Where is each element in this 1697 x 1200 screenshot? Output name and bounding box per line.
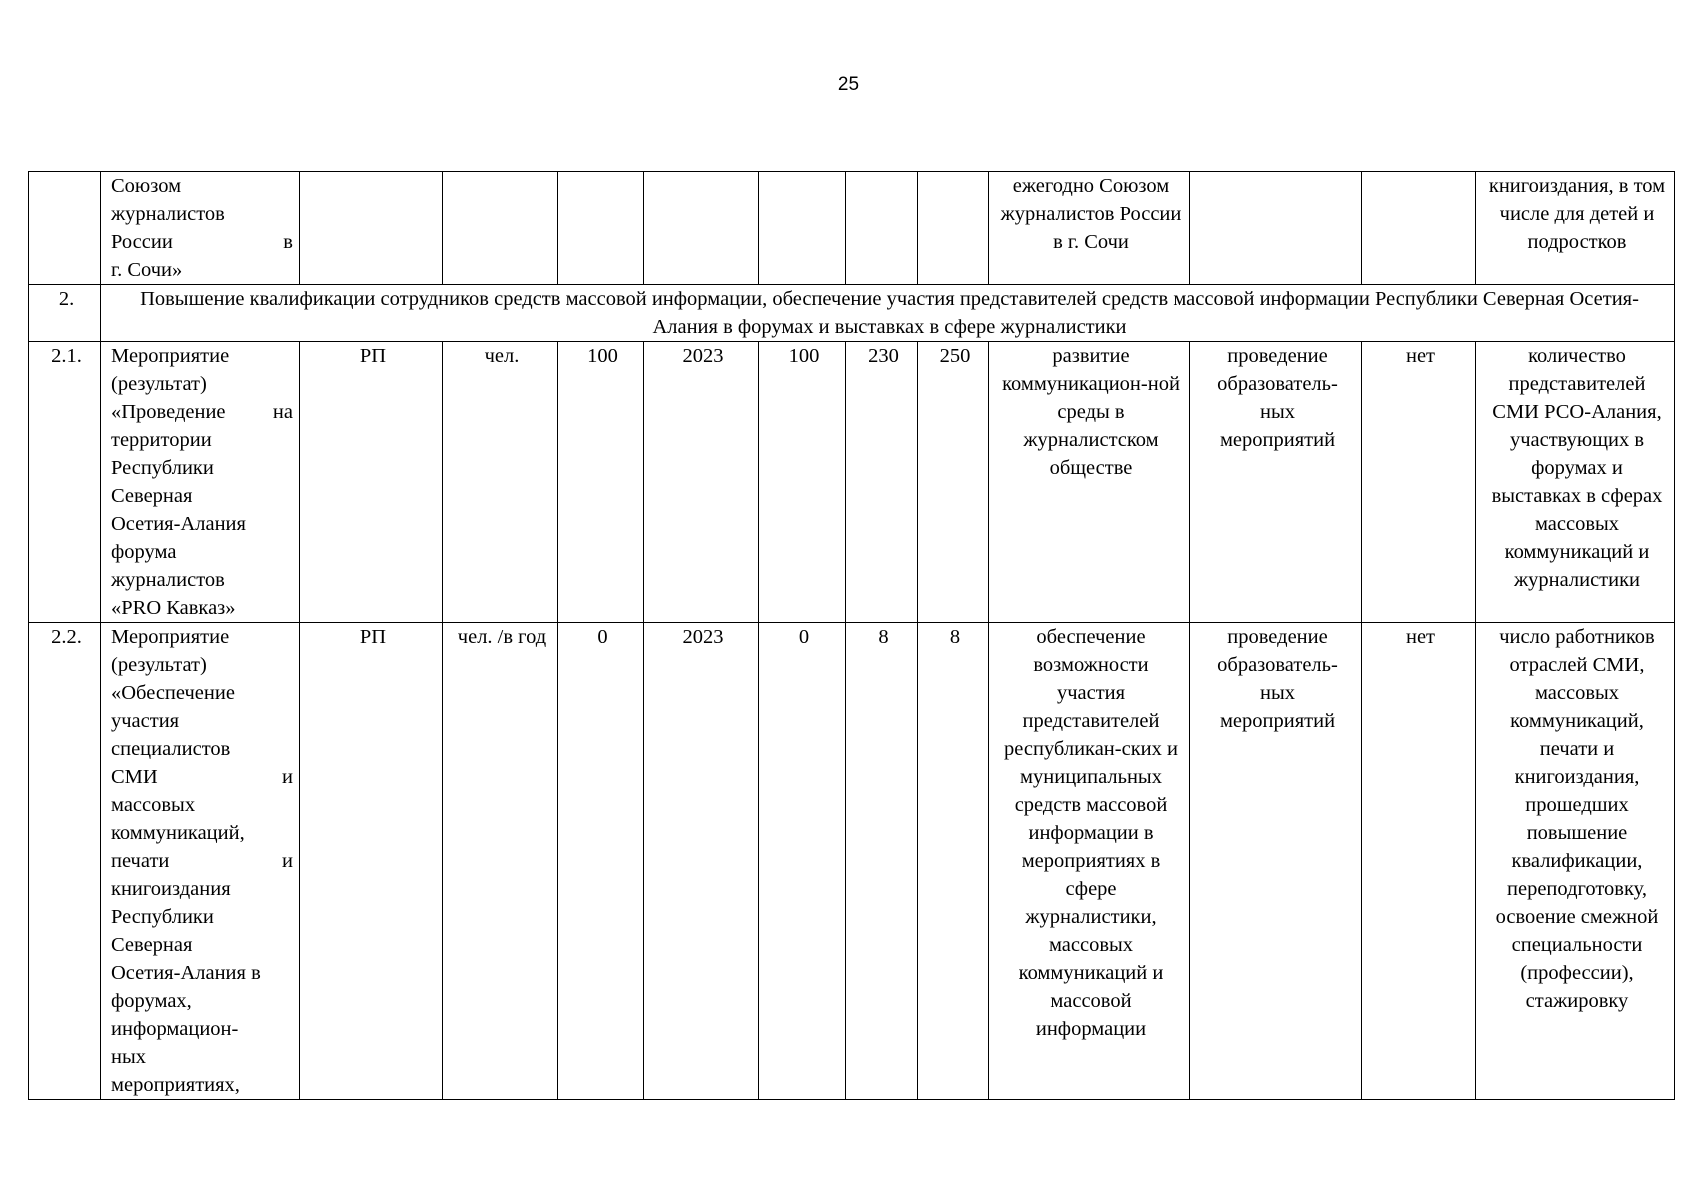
cell-link: нет bbox=[1362, 623, 1476, 1100]
section-number: 2. bbox=[29, 285, 101, 342]
cell-name bbox=[101, 623, 300, 1100]
name-line: специалистов bbox=[111, 738, 231, 760]
cell-base-value: 0 bbox=[558, 623, 644, 1100]
name-line: Мероприятие bbox=[111, 626, 230, 648]
cell-value-1: 100 bbox=[759, 342, 846, 623]
cell-unit: чел. /в год bbox=[443, 623, 558, 1100]
cell-num bbox=[29, 172, 101, 285]
name-line: СМИ и bbox=[111, 766, 293, 788]
cell-value-1 bbox=[759, 172, 846, 285]
cell-type: проведение образователь-ных мероприятий bbox=[1190, 342, 1362, 623]
cell-base-year bbox=[644, 172, 759, 285]
cell-value-2: 230 bbox=[846, 342, 918, 623]
table-row bbox=[29, 623, 1675, 1100]
cell-level: РП bbox=[300, 623, 443, 1100]
page-number: 25 bbox=[837, 74, 860, 95]
name-line: территории bbox=[111, 429, 212, 451]
name-line: Мероприятие bbox=[111, 345, 230, 367]
name-line: мероприятиях, bbox=[111, 1074, 240, 1096]
name-line: коммуникаций, bbox=[111, 822, 245, 844]
cell-base-value bbox=[558, 172, 644, 285]
cell-relation: ежегодно Союзом журналистов России в г. Сочи bbox=[989, 172, 1190, 285]
cell-num: 2.2. bbox=[29, 623, 101, 1100]
indicators-table bbox=[28, 171, 1675, 1100]
cell-level bbox=[300, 172, 443, 285]
cell-base-year: 2023 bbox=[644, 623, 759, 1100]
name-line: Осетия-Алания в bbox=[111, 962, 261, 984]
cell-characteristic: число работников отраслей СМИ, массовых коммуникаций, печати и книгоиздания, прошедших повышение квалификации, переподготовку, освоение смежной специальности (профессии), стажировку bbox=[1476, 623, 1675, 1100]
cell-num: 2.1. bbox=[29, 342, 101, 623]
cell-unit bbox=[443, 172, 558, 285]
cell-level: РП bbox=[300, 342, 443, 623]
cell-link: нет bbox=[1362, 342, 1476, 623]
cell-value-3: 8 bbox=[918, 623, 989, 1100]
cell-type bbox=[1190, 172, 1362, 285]
section-row bbox=[29, 285, 1675, 342]
name-line: Осетия-Алания bbox=[111, 513, 246, 535]
cell-value-3: 250 bbox=[918, 342, 989, 623]
cell-value-3 bbox=[918, 172, 989, 285]
name-line: форума bbox=[111, 541, 177, 563]
name-line: (результат) bbox=[111, 373, 207, 395]
name-line: участия bbox=[111, 710, 180, 732]
cell-characteristic: количество представителей СМИ РСО-Алания, участвующих в форумах и выставках в сферах массовых коммуникаций и журналистики bbox=[1476, 342, 1675, 623]
name-line: ных bbox=[111, 1046, 146, 1068]
name-line: «Проведение на bbox=[111, 401, 293, 423]
name-line: массовых bbox=[111, 794, 196, 816]
name-line: журналистов bbox=[111, 203, 225, 225]
cell-link bbox=[1362, 172, 1476, 285]
cell-name bbox=[101, 172, 300, 285]
name-line: Северная bbox=[111, 485, 193, 507]
name-line: «PRO Кавказ» bbox=[111, 597, 236, 619]
name-line: г. Сочи» bbox=[111, 259, 183, 281]
table-row bbox=[29, 342, 1675, 623]
name-line: журналистов bbox=[111, 569, 225, 591]
cell-characteristic: книгоиздания, в том числе для детей и подростков bbox=[1476, 172, 1675, 285]
cell-type: проведение образователь-ных мероприятий bbox=[1190, 623, 1362, 1100]
cell-value-1: 0 bbox=[759, 623, 846, 1100]
name-line: информацион- bbox=[111, 1018, 239, 1040]
name-line: печати и bbox=[111, 850, 293, 872]
name-line: форумах, bbox=[111, 990, 192, 1012]
cell-value-2 bbox=[846, 172, 918, 285]
name-line: Северная bbox=[111, 934, 193, 956]
cell-value-2: 8 bbox=[846, 623, 918, 1100]
cell-unit: чел. bbox=[443, 342, 558, 623]
cell-base-value: 100 bbox=[558, 342, 644, 623]
name-line: Союзом bbox=[111, 175, 182, 197]
name-line: книгоиздания bbox=[111, 878, 231, 900]
cell-name bbox=[101, 342, 300, 623]
cell-base-year: 2023 bbox=[644, 342, 759, 623]
name-line: России в bbox=[111, 231, 293, 253]
table-row-continued bbox=[29, 172, 1675, 285]
name-line: Республики bbox=[111, 906, 214, 928]
name-line: (результат) bbox=[111, 654, 207, 676]
name-line: «Обеспечение bbox=[111, 682, 235, 704]
cell-relation: развитие коммуникацион-ной среды в журналистском обществе bbox=[989, 342, 1190, 623]
name-line: Республики bbox=[111, 457, 214, 479]
section-title: Повышение квалификации сотрудников средств массовой информации, обеспечение участия представителей средств массовой информации Республики Северная Осетия-Алания в форумах и выставках в сфере журналистики bbox=[101, 285, 1675, 342]
cell-relation: обеспечение возможности участия представителей республикан-ских и муниципальных средств массовой информации в мероприятиях в сфере журналистики, массовых коммуникаций и массовой информации bbox=[989, 623, 1190, 1100]
